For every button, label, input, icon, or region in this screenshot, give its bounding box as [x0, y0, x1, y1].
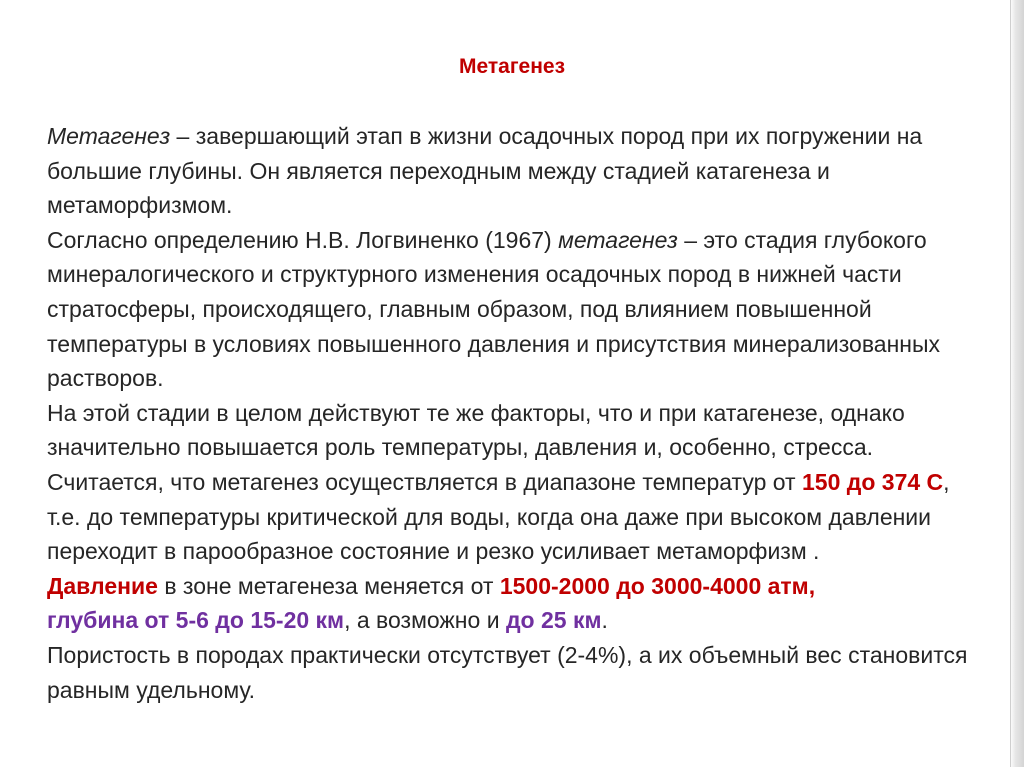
depth-range: глубина от 5-6 до 15-20 км: [47, 607, 345, 634]
pressure-text-a: в зоне метагенеза меняется от: [157, 572, 500, 599]
pressure-range: 1500-2000 до 3000-4000 атм,: [499, 572, 816, 599]
paragraph-definition: [47, 119, 987, 223]
pressure-label: Давление: [47, 572, 158, 599]
paragraph-logvinenko: [47, 223, 987, 396]
temperature-range: 150 до 374 С: [801, 468, 944, 495]
pressure-text-b: , а возможно и: [344, 607, 506, 634]
slide-right-edge: [1010, 0, 1024, 767]
logvinenko-text: – это стадия глубокого минералогического и структурного изменения осадочных пород в нижней части стратосферы, происходящего, главным образом, под влиянием повышенной температуры в условиях повышенного давления и присутствия минерализованных растворов.: [47, 226, 941, 392]
paragraph-factors: [47, 396, 987, 569]
factors-text-b: , т.е. до температуры критической для воды, когда она даже при высоком давлении переходит в парообразное состояние и резко усиливает метаморфизм .: [47, 468, 950, 565]
slide-title: Метагенез: [458, 55, 566, 78]
slide-body: [47, 119, 987, 707]
factors-text-a: На этой стадии в целом действуют те же факторы, что и при катагенезе, однако значительно повышается роль температуры, давления и, особенно, стресса. Считается, что метагенез осуществляется в диапазоне температур от: [47, 399, 905, 495]
definition-text: – завершающий этап в жизни осадочных пород при их погружении на большие глубины. Он является переходным между стадией катагенеза и метаморфизмом.: [47, 123, 923, 219]
porosity-text: Пористость в породах практически отсутствует (2-4%), а их объемный вес становится равным удельному.: [47, 641, 968, 703]
pressure-text-c: .: [601, 607, 608, 634]
logvinenko-lead: Согласно определению Н.В. Логвиненко (1967): [47, 226, 559, 253]
term-metagenesis: Метагенез: [47, 123, 171, 149]
paragraph-pressure: [47, 569, 987, 638]
paragraph-porosity: [47, 638, 987, 707]
depth-max: до 25 км: [505, 607, 602, 634]
term-metagenesis-italic: метагенез: [558, 226, 678, 253]
